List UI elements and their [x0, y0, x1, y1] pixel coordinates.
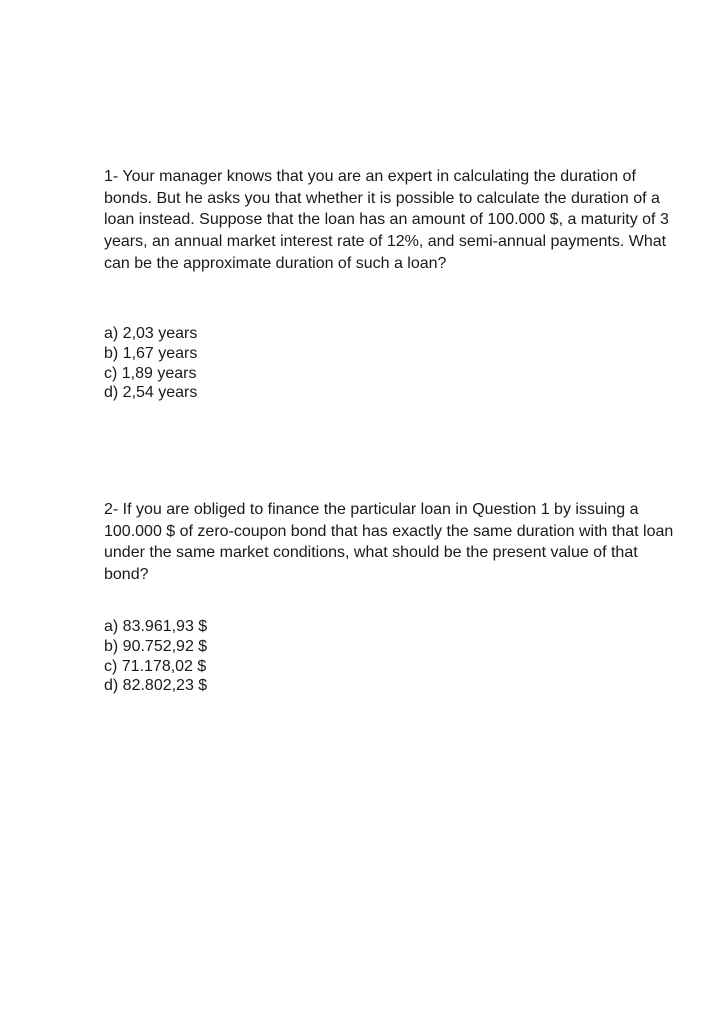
question-2-option-a: a) 83.961,93 $ — [104, 618, 208, 635]
question-1-option-b: b) 1,67 years — [104, 344, 198, 362]
question-2-option-b: b) 90.752,92 $ — [104, 637, 208, 655]
question-1-option-d: d) 2,54 years — [104, 384, 198, 402]
question-2-options — [104, 617, 207, 696]
question-1-text: 1- Your manager knows that you are an expert in calculating the duration of bonds. But he asks you that whether it is possible to calculate the duration of a loan instead. Suppose that the loan has an amount of 100.000 $, a maturity of 3 years, an annual market interest rate of 12%, and semi-annual payments. What can be the approximate duration of such a loan? — [104, 168, 669, 272]
question-1-options — [104, 324, 197, 403]
question-2 — [104, 499, 684, 695]
question-2-option-d: d) 82.802,23 $ — [104, 677, 208, 695]
question-2-option-c: c) 71.178,02 $ — [104, 657, 207, 675]
question-1 — [104, 166, 684, 402]
question-2-text: 2- If you are obliged to finance the particular loan in Question 1 by issuing a 100.000 $ of zero-coupon bond that has exactly the same duration with that loan under the same market conditions, what should be the present value of that bond? — [104, 501, 674, 584]
question-1-option-a: a) 2,03 years — [104, 325, 198, 342]
question-1-option-c: c) 1,89 years — [104, 364, 197, 382]
